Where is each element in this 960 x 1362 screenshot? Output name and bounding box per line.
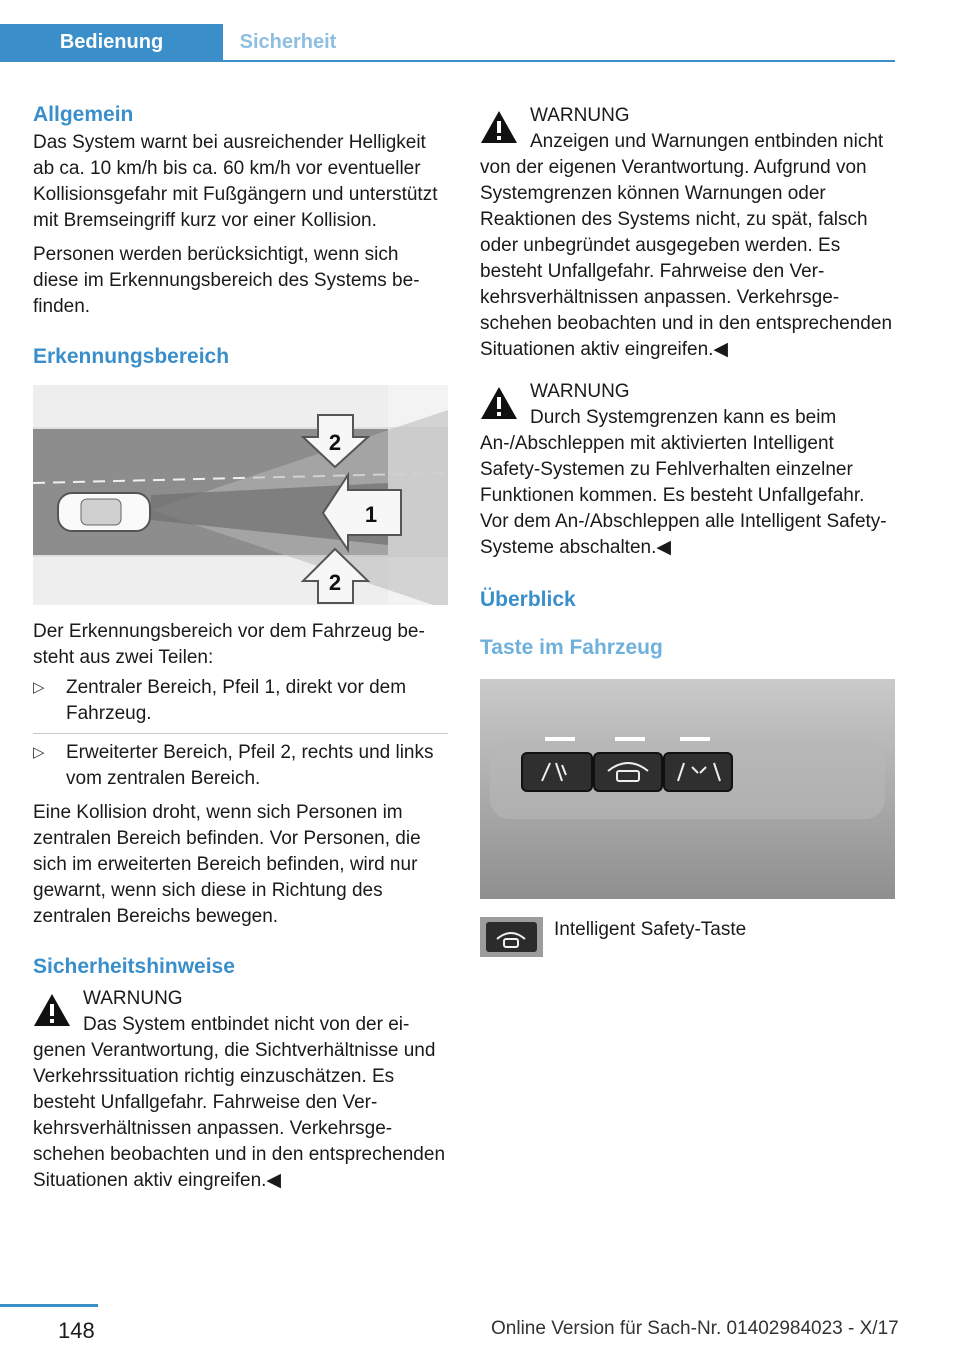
warning-block-1 <box>33 986 448 1012</box>
online-version-footer: Online Version für Sach-Nr. 01402984023 - X/17 <box>491 1318 899 1339</box>
warning-block-3 <box>480 379 895 405</box>
section-title-sicherheitshinweise: Sicherheitshinweise <box>33 955 235 978</box>
section-title-allgemein: Allgemein <box>33 103 134 126</box>
subsection-title-taste: Taste im Fahrzeug <box>480 636 663 659</box>
allgemein-paragraph-2: Personen werden berücksichtigt, wenn sich diese im Erkennungsbereich des Systems befinden. <box>33 244 420 317</box>
triangle-right-icon: ▷ <box>33 679 45 696</box>
vehicle-button-photo <box>480 679 895 899</box>
list-item-text: Erweiterter Bereich, Pfeil 2, rechts und links vom zentralen Bereich. <box>66 742 434 789</box>
list-divider <box>33 733 448 734</box>
button-pedestrian <box>522 753 592 791</box>
list-item <box>33 675 448 727</box>
car-icon <box>58 493 150 531</box>
warning-triangle-icon <box>33 992 71 1028</box>
key-label: Intelligent Safety-Taste <box>554 919 747 940</box>
warning-text-1: Das System entbindet nicht von der eigenen Verantwortung, die Sichtverhältnisse und Verkehrssituation richtig einzuschätzen. Es besteht Unfallgefahr. Fahrweise den Verkehrsverhältnissen anpassen. Verkehrsgeschehen beobachten und in den entsprechenden Situationen aktiv eingreifen.◀ <box>33 1014 446 1191</box>
warning-text-2: Anzeigen und Warnungen entbinden nicht von der eigenen Verantwortung. Aufgrund von Systemgrenzen können Warnungen oder Reaktionen des Systems nicht, zu spät, falsch oder unbegründet ausgegeben werden. Es besteht Unfallgefahr. Fahrweise den Verkehrsverhältnissen anpassen. Verkehrsgeschehen beobachten und in den entsprechenden Situationen aktiv eingreifen.◀ <box>480 131 893 360</box>
page-number: 148 <box>58 1318 95 1343</box>
key-legend-row <box>480 917 895 961</box>
warning-triangle-icon <box>480 109 518 145</box>
erkennung-paragraph-2: Eine Kollision droht, wenn sich Personen im zentralen Bereich befinden. Vor Personen, die sich im erweiterten Bereich befinden, wird nur gewarnt, wenn sich diese in Richtung des zentralen Bereichs bewegen. <box>33 802 421 927</box>
warning-text-3: Durch Systemgrenzen kann es beim An-/Abschleppen mit aktivierten Intelligent Safety-Systemen zu Fehlverhalten einzelner Funktionen kommen. Es besteht Unfallgefahr. Vor dem An-/Abschleppen alle Intelligent Safety-Systeme abschalten.◀ <box>480 407 887 558</box>
left-column <box>33 100 448 1194</box>
warning-label: WARNUNG <box>530 381 630 402</box>
warning-label: WARNUNG <box>530 105 630 126</box>
button-lane <box>664 753 732 791</box>
erkennung-bullet-list <box>33 675 448 792</box>
right-column <box>480 103 895 961</box>
detection-area-diagram <box>33 385 448 605</box>
chapter-tabs <box>0 24 895 62</box>
warning-triangle-icon <box>480 385 518 421</box>
page-number-rule <box>0 1304 98 1307</box>
tab-sicherheit[interactable]: Sicherheit <box>239 31 337 53</box>
erkennung-paragraph-1: Der Erkennungsbereich vor dem Fahrzeug besteht aus zwei Teilen: <box>33 621 425 668</box>
tab-bedienung[interactable]: Bedienung <box>0 24 223 60</box>
section-title-erkennungsbereich: Erkennungsbereich <box>33 345 230 368</box>
triangle-right-icon: ▷ <box>33 744 45 761</box>
intelligent-safety-key-icon <box>480 917 543 957</box>
allgemein-paragraph-1: Das System warnt bei ausreichender Helligkeit ab ca. 10 km/h bis ca. 60 km/h vor eventueller Kollisionsgefahr mit Fußgängern und unterstützt mit Bremseingriff kurz vor einer Kollision. <box>33 132 438 231</box>
arrow-label-2-top: 2 <box>328 430 342 455</box>
arrow-label-2-bottom: 2 <box>328 570 342 595</box>
warning-block-2 <box>480 103 895 129</box>
button-intelligent-safety <box>594 753 662 791</box>
tab-divider <box>0 60 895 62</box>
warning-label: WARNUNG <box>83 988 183 1009</box>
list-item <box>33 740 448 792</box>
arrow-label-1: 1 <box>364 502 378 527</box>
list-item-text: Zentraler Bereich, Pfeil 1, direkt vor dem Fahrzeug. <box>66 677 407 724</box>
section-title-ueberblick: Überblick <box>480 588 576 611</box>
